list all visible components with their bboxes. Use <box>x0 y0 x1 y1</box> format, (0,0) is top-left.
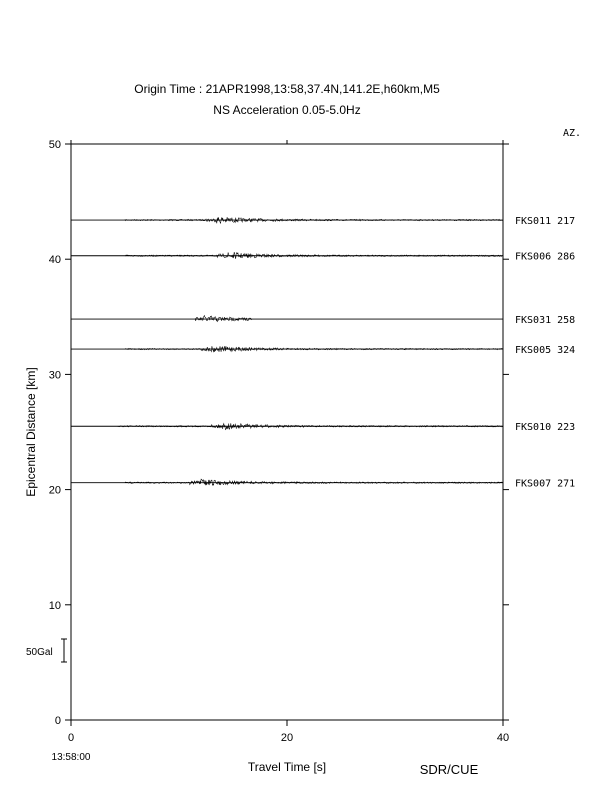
chart-subtitle: NS Acceleration 0.05-5.0Hz <box>213 103 361 117</box>
station-label-fks005: FKS005 324 <box>515 345 576 357</box>
y-tick-label-1: 10 <box>48 599 61 612</box>
trace-fks010 <box>117 423 503 429</box>
x-tick-label-1: 20 <box>280 732 294 744</box>
y-tick-label-2: 20 <box>48 484 61 497</box>
y-tick-label-4: 40 <box>48 254 61 267</box>
station-label-fks007: FKS007 271 <box>515 478 576 490</box>
seismogram-traces <box>71 217 503 485</box>
y-tick-label-0: 0 <box>54 715 61 727</box>
y-axis-label: Epicentral Distance [km] <box>24 367 38 497</box>
station-label-fks031: FKS031 258 <box>515 315 576 327</box>
station-label-fks010: FKS010 223 <box>515 422 576 434</box>
x-tick-label-2: 40 <box>496 732 510 744</box>
trace-fks031 <box>195 316 252 322</box>
scale-bar <box>26 639 67 662</box>
trace-fks005 <box>125 346 503 352</box>
y-tick-label-5: 50 <box>48 139 61 151</box>
station-label-fks011: FKS011 217 <box>515 216 576 228</box>
x-tick-label-0: 0 <box>67 732 75 744</box>
x-axis-label: Travel Time [s] <box>247 760 327 774</box>
scale-bar-label: 50Gal <box>26 647 53 658</box>
trace-fks007 <box>125 479 503 485</box>
x-axis-ticks <box>68 140 509 744</box>
station-labels <box>515 216 575 490</box>
y-tick-label-3: 30 <box>48 369 61 382</box>
chart-title: Origin Time : 21APR1998,13:58,37.4N,141.2E,h60km,M5 <box>134 82 440 96</box>
start-time-label: 13:58:00 <box>51 752 91 763</box>
plot-frame <box>71 144 503 720</box>
station-label-fks006: FKS006 286 <box>515 251 576 263</box>
trace-fks006 <box>125 252 503 258</box>
azimuth-header: AZ. <box>563 128 582 139</box>
credit-label: SDR/CUE <box>419 762 479 777</box>
y-axis-ticks <box>49 139 509 727</box>
